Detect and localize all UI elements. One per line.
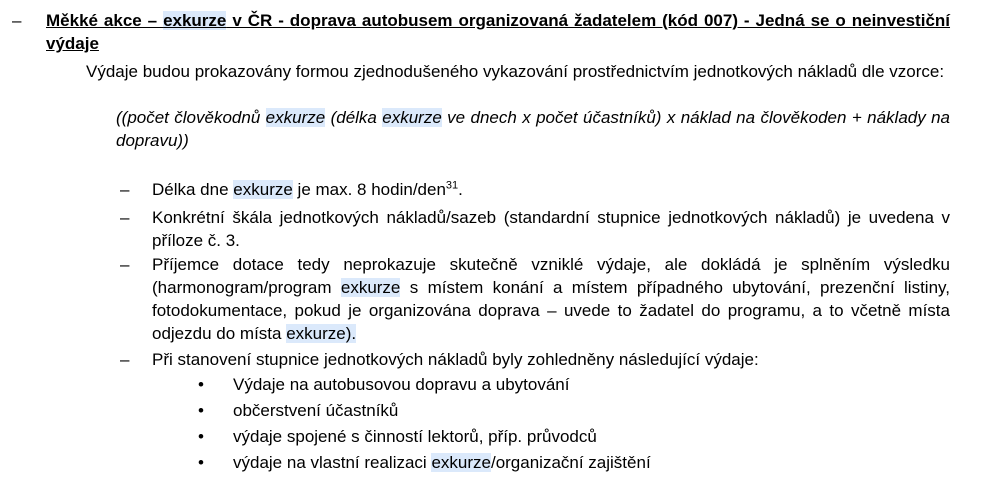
list-item	[152, 253, 950, 345]
item-text: Délka dne	[152, 180, 234, 199]
item-highlight: exkurze	[233, 180, 293, 199]
item-highlight: exkurze).	[286, 324, 357, 343]
footnote-ref: 31	[445, 179, 459, 192]
bullet-text: /organizační zajištění	[490, 453, 651, 472]
heading-text-1: Měkké akce –	[46, 11, 164, 30]
list-item: Při stanovení stupnice jednotkových nákladů byly zohledněny následující výdaje:	[152, 350, 759, 369]
bullet-icon: •	[198, 427, 204, 446]
item-text: je max. 8 hodin/den	[292, 180, 446, 199]
bullet-icon: •	[198, 453, 204, 472]
heading-text-2: v ČR - doprava autobusem organizovaná žadatelem (kód 007) - Jedná se o neinvestiční výdaje	[46, 11, 951, 53]
formula-highlight-2: exkurze	[382, 108, 442, 127]
list-item	[152, 178, 950, 201]
bullet-text: výdaje na vlastní realizaci	[233, 453, 432, 472]
bullet-item: výdaje spojené s činností lektorů, příp. průvodců	[233, 427, 597, 446]
item-highlight: exkurze	[340, 278, 401, 297]
formula-highlight-1: exkurze	[265, 108, 326, 127]
bullet-item: Výdaje na autobusovou dopravu a ubytování	[233, 375, 570, 394]
heading-highlight-exkurze: exkurze	[163, 11, 227, 30]
list-dash: –	[120, 180, 130, 199]
item-text: s místem konání a místem případného ubytování, prezenční listiny, fotodokumentace, pokud je organizována doprava – uvede to žadatel do programu, a to včetně místa odjezdu do místa	[152, 278, 950, 343]
formula-text-2: (délka	[325, 108, 383, 127]
bullet-icon: •	[198, 401, 204, 420]
bullet-item: občerstvení účastníků	[233, 401, 399, 420]
intro-paragraph: Výdaje budou prokazovány formou zjednodušeného vykazování prostřednictvím jednotkových nákladů dle vzorce:	[86, 62, 945, 81]
list-dash: –	[120, 350, 130, 369]
item-text: .	[458, 180, 463, 199]
bullet-icon: •	[198, 375, 204, 394]
list-dash: –	[120, 255, 130, 274]
list-item: Konkrétní škála jednotkových nákladů/sazeb (standardní stupnice jednotkových nákladů) je uvedena v příloze č. 3.	[152, 208, 950, 250]
formula-text-1: ((počet člověkodnů	[116, 108, 266, 127]
heading-dash: –	[12, 11, 22, 30]
formula-text-3: ve dnech x počet účastníků) x náklad na člověkoden + náklady na dopravu))	[116, 108, 951, 150]
bullet-item	[233, 451, 933, 474]
formula-paragraph	[116, 106, 950, 152]
item-text: Příjemce dotace tedy neprokazuje skutečně vzniklé výdaje, ale dokládá je splněním výsledku (harmonogram/program	[152, 255, 950, 297]
section-heading	[46, 9, 950, 55]
bullet-highlight: exkurze	[431, 453, 491, 472]
list-dash: –	[120, 208, 130, 227]
